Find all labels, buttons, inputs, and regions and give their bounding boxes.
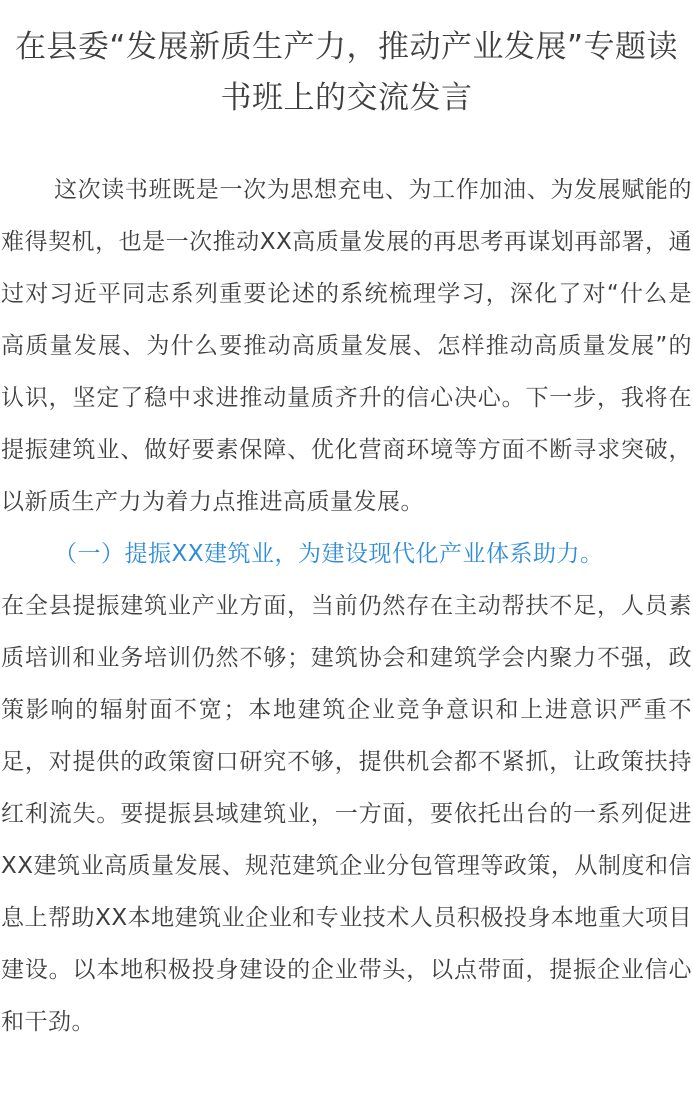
article-title: 在县委“发展新质生产力，推动产业发展”专题读书班上的交流发言 [14, 29, 679, 116]
intro-paragraph: 这次读书班既是一次为思想充电、为工作加油、为发展赋能的难得契机，也是一次推动XX高质量发展的再思考再谋划再部署，通过对习近平同志系列重要论述的系统梳理学习，深化了对“什么是高质量发展、为什么要推动高质量发展、怎样推动高质量发展”的认识，坚定了稳中求进推动量质齐升的信心决心。下一步，我将在提振建筑业、做好要素保障、优化营商环境等方面不断寻求突破，以新质生产力为着力点推进高质量发展。 [1, 177, 692, 515]
section-paragraph: 在全县提振建筑业产业方面，当前仍然存在主动帮扶不足，人员素质培训和业务培训仍然不够；建筑协会和建筑学会内聚力不强，政策影响的辐射面不宽；本地建筑企业竞争意识和上进意识严重不足，对提供的政策窗口研究不够，提供机会都不紧抓，让政策扶持红利流失。要提振县域建筑业，一方面，要依托出台的一系列促进XX建筑业高质量发展、规范建筑企业分包管理等政策，从制度和信息上帮助XX本地建筑业企业和专业技术人员积极投身本地重大项目建设。以本地积极投身建设的企业带头，以点带面，提振企业信心和干劲。 [1, 593, 692, 1035]
article-body [0, 164, 693, 1048]
section-heading: （一）提振XX建筑业，为建设现代化产业体系助力。 [54, 541, 604, 567]
